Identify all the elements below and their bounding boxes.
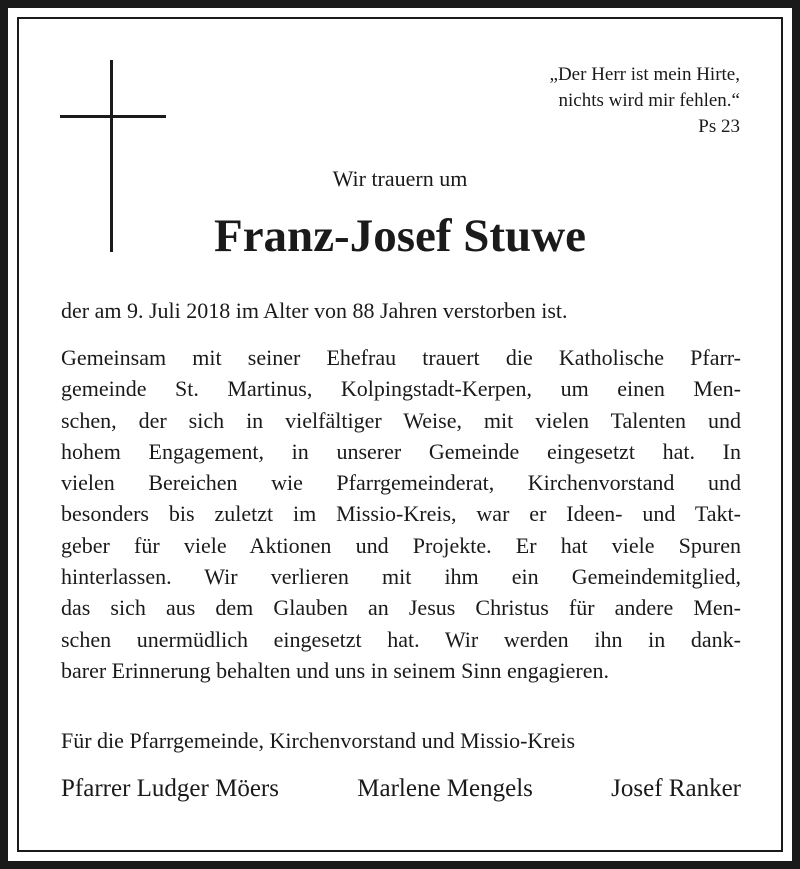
obituary-body: [61, 342, 741, 686]
psalm-line: „Der Herr ist mein Hirte,: [549, 64, 740, 85]
signatures: [61, 773, 741, 805]
body-line: schen unermüdlich eingesetzt hat. Wir werden ihn in dank-: [61, 626, 741, 652]
body-line: geber für viele Aktionen und Projekte. Er hat viele Spuren: [61, 532, 741, 558]
body-line: besonders bis zuletzt im Missio-Kreis, war er Ideen- und Takt-: [61, 501, 741, 527]
body-line: Gemeinsam mit seiner Ehefrau trauert die Katholische Pfarr-: [61, 345, 741, 370]
psalm-reference: Ps 23: [698, 116, 740, 137]
mourning-intro: Wir trauern um: [332, 166, 468, 191]
body-line: schen, der sich in vielfältiger Weise, mit vielen Talenten und: [61, 407, 741, 433]
body-line: barer Erinnerung behalten und uns in seinem Sinn engagieren.: [61, 657, 610, 683]
body-line: hohem Engagement, in unserer Gemeinde eingesetzt hat. In: [61, 438, 741, 464]
signature-name: Pfarrer Ludger Möers: [61, 775, 279, 802]
on-behalf-line: Für die Pfarrgemeinde, Kirchenvorstand und Missio-Kreis: [61, 728, 576, 753]
body-line: gemeinde St. Martinus, Kolpingstadt-Kerpen, um einen Men-: [61, 376, 741, 402]
psalm-quote: [550, 62, 740, 140]
psalm-line: nichts wird mir fehlen.“: [558, 90, 740, 111]
body-line: hinterlassen. Wir verlieren mit ihm ein Gemeindemitglied,: [61, 564, 741, 590]
deceased-name: Franz-Josef Stuwe: [213, 210, 586, 262]
body-line: vielen Bereichen wie Pfarrgemeinderat, Kirchenvorstand und: [61, 470, 741, 496]
cross-horizontal-bar: [60, 115, 166, 118]
body-line: das sich aus dem Glauben an Jesus Christus für andere Men-: [61, 595, 741, 621]
signature-name: Josef Ranker: [611, 775, 741, 802]
death-date-line: der am 9. Juli 2018 im Alter von 88 Jahren verstorben ist.: [61, 298, 568, 323]
signature-name: Marlene Mengels: [357, 775, 533, 802]
